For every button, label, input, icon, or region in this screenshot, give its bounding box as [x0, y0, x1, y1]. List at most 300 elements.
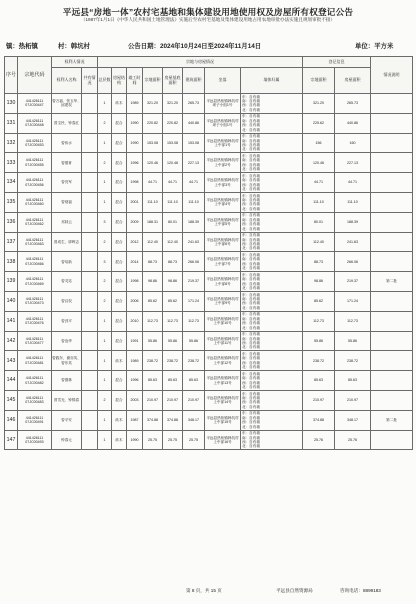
wall-ownership-line: 北：自有墙: [242, 424, 260, 429]
table-cell-code: 441426111 07JC00460: [18, 192, 52, 212]
col-base-area: 房屋基底面积: [163, 68, 183, 94]
table-cell-remark: [371, 232, 413, 252]
table-row: [5, 331, 413, 351]
wall-ownership-line: 北：自有墙: [242, 285, 260, 290]
table-cell-reg-house: 111.10: [335, 192, 371, 212]
table-cell-year: 2012: [127, 232, 143, 252]
table-cell-parcel-area: 120.46: [143, 153, 163, 173]
table-cell-base-area: 112.40: [163, 232, 183, 252]
table-cell-wall-ownership: [241, 311, 303, 331]
table-cell-location: 平远县热柘镇韩坑村上中部16号: [205, 430, 241, 450]
table-cell-parcel-area: 112.73: [143, 311, 163, 331]
table-cell-build-area: 238.72: [183, 351, 205, 371]
table-cell-remark: [371, 133, 413, 153]
table-cell-reg-house: 219.37: [335, 272, 371, 292]
table-cell-seq: 136: [5, 212, 18, 232]
table-cell-base-area: 80.01: [163, 212, 183, 232]
wall-ownership-line: 东：自有墙: [242, 411, 260, 416]
wall-ownership-line: 西：自有墙: [242, 202, 260, 207]
table-row: [5, 133, 413, 153]
table-cell-shared: [82, 94, 98, 114]
wall-ownership-line: 北：自有墙: [242, 186, 260, 191]
wall-ownership-line: 东：自有墙: [242, 391, 260, 396]
table-cell-structure: 混合: [112, 212, 127, 232]
table-cell-floors: 1: [98, 351, 112, 371]
table-cell-name: 曾灵祐: [52, 272, 82, 292]
page-footer: [0, 588, 416, 598]
table-cell-name: 曾德育: [52, 153, 82, 173]
table-cell-year: 1987: [127, 410, 143, 430]
table-cell-year: 2014: [127, 252, 143, 272]
table-cell-code: 441426111 07JC00455: [18, 153, 52, 173]
table-cell-year: 2009: [127, 212, 143, 232]
table-cell-reg-house: 210.97: [335, 390, 371, 410]
table-cell-parcel-area: 210.97: [143, 390, 163, 410]
table-cell-wall-ownership: [241, 430, 303, 450]
table-cell-seq: 135: [5, 192, 18, 212]
table-cell-floors: 2: [98, 291, 112, 311]
wall-ownership-line: 西：自有墙: [242, 142, 260, 147]
table-cell-reg-parcel: 120.46: [303, 153, 335, 173]
table-cell-location: 平远县热柘镇韩坑村上中部6号: [205, 232, 241, 252]
table-cell-reg-parcel: 88.73: [303, 252, 335, 272]
table-row: [5, 371, 413, 391]
table-cell-build-area: 188.39: [183, 212, 205, 232]
table-cell-reg-house: 241.63: [335, 232, 371, 252]
table-cell-code: 441426111 07JC00481: [18, 351, 52, 371]
table-cell-code: 441426111 07JC00477: [18, 331, 52, 351]
wall-ownership-line: 东：自有墙: [242, 252, 260, 257]
footer-phone: 咨询电话：8899183: [340, 588, 381, 593]
table-cell-remark: [371, 390, 413, 410]
wall-ownership-line: 东：自有墙: [242, 292, 260, 297]
table-cell-structure: 砖木: [112, 430, 127, 450]
col-parcel-area: 宗地面积: [143, 68, 163, 94]
wall-ownership-line: 西：自有墙: [242, 241, 260, 246]
table-cell-year: 1991: [127, 331, 143, 351]
table-cell-seq: 130: [5, 94, 18, 114]
col-reg-parcel: 宗地面积: [303, 68, 335, 94]
table-cell-floors: 1: [98, 371, 112, 391]
table-cell-name: 曾万福、张玉华、邱建权: [52, 94, 82, 114]
table-cell-code: 441426111 07JC00448: [18, 113, 52, 133]
wall-ownership-line: 南：自有墙: [242, 435, 260, 440]
table-cell-reg-house: 55.86: [335, 331, 371, 351]
table-cell-build-area: 348.17: [183, 410, 205, 430]
table-cell-location: 平远县热柘镇韩坑村上中部3号: [205, 173, 241, 193]
table-cell-shared: [82, 113, 98, 133]
table-cell-reg-parcel: 80.01: [303, 212, 335, 232]
wall-ownership-line: 西：自有墙: [242, 222, 260, 227]
table-cell-reg-parcel: 374.88: [303, 410, 335, 430]
table-cell-structure: 砖木: [112, 94, 127, 114]
table-cell-shared: [82, 410, 98, 430]
table-cell-shared: [82, 371, 98, 391]
table-cell-shared: [82, 133, 98, 153]
col-code: 宗地代码: [18, 57, 52, 94]
table-cell-year: 1990: [127, 430, 143, 450]
table-cell-structure: 混合: [112, 252, 127, 272]
table-cell-parcel-area: 188.31: [143, 212, 163, 232]
table-cell-wall-ownership: [241, 291, 303, 311]
table-cell-structure: 混合: [112, 272, 127, 292]
col-group-registration: 登记信息: [303, 57, 371, 68]
wall-ownership-line: 东：自有墙: [242, 213, 260, 218]
wall-ownership-line: 南：自有墙: [242, 356, 260, 361]
table-cell-parcel-area: 98.86: [143, 272, 163, 292]
table-cell-code: 441426111 07JC00456: [18, 173, 52, 193]
table-cell-location: 平远县热柘镇韩坑村上中部14号: [205, 390, 241, 410]
table-cell-code: 441426111 07JC00476: [18, 311, 52, 331]
table-cell-shared: [82, 212, 98, 232]
table-cell-location: 平远县热柘镇韩坑村上中部9号: [205, 291, 241, 311]
table-row: [5, 390, 413, 410]
wall-ownership-line: 东：自有墙: [242, 233, 260, 238]
table-cell-seq: 141: [5, 311, 18, 331]
table-row: [5, 232, 413, 252]
table-row: [5, 94, 413, 114]
table-cell-code: 441426111 07JC00483: [18, 390, 52, 410]
col-build-area: 建筑面积: [183, 68, 205, 94]
table-cell-build-area: 153.08: [183, 133, 205, 153]
table-cell-seq: 133: [5, 153, 18, 173]
table-cell-seq: 143: [5, 351, 18, 371]
col-structure: 房屋结构: [112, 68, 127, 94]
table-cell-reg-house: 238.72: [335, 351, 371, 371]
table-cell-reg-house: 112.73: [335, 311, 371, 331]
table-cell-reg-parcel: 55.86: [303, 331, 335, 351]
wall-ownership-line: 南：自有墙: [242, 138, 260, 143]
table-cell-remark: [371, 173, 413, 193]
table-cell-structure: 混合: [112, 173, 127, 193]
table-cell-parcel-area: 25.75: [143, 430, 163, 450]
table-cell-wall-ownership: [241, 272, 303, 292]
table-cell-build-area: 219.37: [183, 272, 205, 292]
wall-ownership-line: 北：自有墙: [242, 167, 260, 172]
table-cell-year: 1998: [127, 173, 143, 193]
col-name: 权利人名称: [52, 68, 82, 94]
table-cell-structure: 混合: [112, 291, 127, 311]
table-cell-remark: [371, 94, 413, 114]
table-cell-structure: 混合: [112, 390, 127, 410]
table-cell-code: 441426111 07JC00463: [18, 232, 52, 252]
table-row: [5, 153, 413, 173]
table-cell-reg-house: 44.71: [335, 173, 371, 193]
wall-ownership-line: 北：自有墙: [242, 365, 260, 370]
table-cell-year: 1996: [127, 371, 143, 391]
table-cell-parcel-area: 88.73: [143, 252, 163, 272]
table-cell-floors: 3: [98, 252, 112, 272]
table-cell-wall-ownership: [241, 192, 303, 212]
table-cell-remark: [371, 192, 413, 212]
table-cell-seq: 140: [5, 291, 18, 311]
table-cell-parcel-area: 112.40: [143, 232, 163, 252]
table-cell-build-area: 111.10: [183, 192, 205, 212]
table-cell-year: 2006: [127, 291, 143, 311]
table-cell-name: 曾雪光、钟锦春: [52, 390, 82, 410]
col-illegal: 情况说明: [371, 57, 413, 94]
wall-ownership-line: 西：自有墙: [242, 182, 260, 187]
table-cell-seq: 137: [5, 232, 18, 252]
table-cell-code: 441426111 07JC00469: [18, 272, 52, 292]
wall-ownership-line: 西：自有墙: [242, 439, 260, 444]
wall-ownership-line: 西：自有墙: [242, 420, 260, 425]
table-cell-reg-house: 265.73: [335, 94, 371, 114]
table-cell-name: 曾亮军: [52, 173, 82, 193]
table-cell-code: 441426111 07JC00491: [18, 410, 52, 430]
table-cell-reg-house: 227.13: [335, 153, 371, 173]
meta-bar: [0, 41, 416, 53]
table-cell-reg-parcel: 98.86: [303, 272, 335, 292]
table-cell-code: 441426111 07JC00466: [18, 252, 52, 272]
table-cell-code: 441426111 07JC00453: [18, 133, 52, 153]
wall-ownership-line: 北：自有墙: [242, 246, 260, 251]
table-cell-reg-parcel: 112.40: [303, 232, 335, 252]
table-cell-year: 2010: [127, 311, 143, 331]
table-cell-year: 1990: [127, 113, 143, 133]
table-cell-code: 441426111 07JC00482: [18, 371, 52, 391]
table-cell-structure: 混合: [112, 133, 127, 153]
table-cell-floors: 2: [98, 113, 112, 133]
table-cell-build-area: 440.86: [183, 113, 205, 133]
table-cell-build-area: 210.97: [183, 390, 205, 410]
table-cell-shared: [82, 232, 98, 252]
wall-ownership-line: 南：自有墙: [242, 395, 260, 400]
wall-ownership-line: 西：自有墙: [242, 123, 260, 128]
table-cell-base-area: 111.10: [163, 192, 183, 212]
table-cell-structure: 混合: [112, 371, 127, 391]
meta-village: 村：韩坑村: [58, 43, 90, 50]
table-cell-base-area: 220.82: [163, 113, 183, 133]
table-cell-base-area: 25.75: [163, 430, 183, 450]
wall-ownership-line: 西：自有墙: [242, 360, 260, 365]
footer-org: 平远县自然资源局: [276, 588, 313, 593]
registration-table: [4, 56, 413, 450]
table-cell-shared: [82, 311, 98, 331]
table-row: [5, 430, 413, 450]
table-row: [5, 113, 413, 133]
table-cell-location: 平远县热柘镇韩坑村上中部11号: [205, 331, 241, 351]
wall-ownership-line: 北：自有墙: [242, 404, 260, 409]
table-row: [5, 252, 413, 272]
wall-ownership-line: 南：自有墙: [242, 98, 260, 103]
wall-ownership-line: 东：自有墙: [242, 351, 260, 356]
table-cell-floors: 2: [98, 232, 112, 252]
table-cell-reg-parcel: 112.73: [303, 311, 335, 331]
table-cell-location: 平远县热柘镇韩坑村坝子小组1号: [205, 113, 241, 133]
wall-ownership-line: 西：自有墙: [242, 261, 260, 266]
wall-ownership-line: 南：自有墙: [242, 316, 260, 321]
table-cell-base-area: 153.08: [163, 133, 183, 153]
table-cell-wall-ownership: [241, 94, 303, 114]
table-cell-parcel-area: 85.63: [143, 371, 163, 391]
wall-ownership-line: 西：自有墙: [242, 162, 260, 167]
wall-ownership-line: 南：自有墙: [242, 296, 260, 301]
table-cell-wall-ownership: [241, 371, 303, 391]
wall-ownership-line: 东：自有墙: [242, 153, 260, 158]
table-cell-remark: [371, 351, 413, 371]
wall-ownership-line: 北：自有墙: [242, 444, 260, 449]
table-cell-wall-ownership: [241, 173, 303, 193]
table-cell-reg-parcel: 321.20: [303, 94, 335, 114]
table-body: [5, 94, 413, 450]
table-cell-structure: 混合: [112, 153, 127, 173]
table-cell-wall-ownership: [241, 153, 303, 173]
table-cell-seq: 144: [5, 371, 18, 391]
wall-ownership-line: 西：自有墙: [242, 400, 260, 405]
footer-page-number: 第 8 页，共 15 页: [186, 588, 222, 593]
table-cell-remark: [371, 291, 413, 311]
wall-ownership-line: 西：自有墙: [242, 321, 260, 326]
table-row: [5, 173, 413, 193]
table-cell-seq: 138: [5, 252, 18, 272]
table-cell-floors: 2: [98, 153, 112, 173]
wall-ownership-line: 北：自有墙: [242, 305, 260, 310]
table-cell-seq: 146: [5, 410, 18, 430]
wall-ownership-line: 西：自有墙: [242, 281, 260, 286]
table-cell-year: 1989: [127, 94, 143, 114]
table-cell-structure: 混合: [112, 331, 127, 351]
table-cell-floors: 1: [98, 94, 112, 114]
table-cell-reg-parcel: 85.62: [303, 291, 335, 311]
col-floors: 总层数: [98, 68, 112, 94]
wall-ownership-line: 南：自有墙: [242, 237, 260, 242]
table-cell-location: 平远县热柘镇韩坑村上中部2号: [205, 153, 241, 173]
col-group-rights: 权利人情况: [52, 57, 98, 68]
table-cell-name: 曾培新: [52, 252, 82, 272]
table-cell-structure: 混合: [112, 113, 127, 133]
table-cell-base-area: 120.46: [163, 153, 183, 173]
table-cell-floors: 1: [98, 311, 112, 331]
table-cell-structure: 混合: [112, 311, 127, 331]
table-cell-parcel-area: 321.20: [143, 94, 163, 114]
table-cell-seq: 145: [5, 390, 18, 410]
table-cell-base-area: 44.71: [163, 173, 183, 193]
table-cell-name: 钟春元: [52, 430, 82, 450]
table-cell-reg-house: 25.76: [335, 430, 371, 450]
table-cell-name: 曾财福: [52, 192, 82, 212]
table-cell-shared: [82, 390, 98, 410]
table-cell-build-area: 265.73: [183, 94, 205, 114]
wall-ownership-line: 东：自有墙: [242, 272, 260, 277]
table-cell-wall-ownership: [241, 331, 303, 351]
table-row: [5, 351, 413, 371]
wall-ownership-line: 北：自有墙: [242, 266, 260, 271]
table-cell-structure: 混合: [112, 232, 127, 252]
table-cell-reg-house: 266.06: [335, 252, 371, 272]
table-cell-shared: [82, 351, 98, 371]
table-cell-remark: [371, 212, 413, 232]
table-cell-floors: 1: [98, 331, 112, 351]
wall-ownership-line: 北：自有墙: [242, 226, 260, 231]
table-cell-year: 2001: [127, 192, 143, 212]
table-cell-reg-parcel: 225.62: [303, 113, 335, 133]
table-cell-parcel-area: 374.88: [143, 410, 163, 430]
table-cell-wall-ownership: [241, 252, 303, 272]
wall-ownership-line: 东：自有墙: [242, 193, 260, 198]
table-cell-location: 平远县热柘镇韩坑村上中部15号: [205, 410, 241, 430]
table-cell-seq: 132: [5, 133, 18, 153]
table-cell-build-area: 227.13: [183, 153, 205, 173]
table-cell-remark: 第二批: [371, 410, 413, 430]
table-cell-base-area: 85.62: [163, 291, 183, 311]
wall-ownership-line: 西：自有墙: [242, 340, 260, 345]
table-cell-remark: [371, 153, 413, 173]
table-cell-shared: [82, 173, 98, 193]
table-cell-build-area: 85.63: [183, 371, 205, 391]
table-cell-name: 邓妹云: [52, 212, 82, 232]
table-cell-remark: [371, 113, 413, 133]
table-cell-parcel-area: 220.82: [143, 113, 163, 133]
table-cell-shared: [82, 291, 98, 311]
table-cell-seq: 139: [5, 272, 18, 292]
meta-period: 公告日期：2024年10月24日至2024年11月14日: [128, 43, 262, 50]
meta-unit: 单位：平方米: [355, 43, 394, 50]
table-cell-build-area: 25.75: [183, 430, 205, 450]
table-cell-shared: [82, 272, 98, 292]
wall-ownership-line: 南：自有墙: [242, 277, 260, 282]
table-cell-name: 曾沧华: [52, 331, 82, 351]
table-cell-reg-house: 188.39: [335, 212, 371, 232]
table-cell-name: 曾践东、谢亦英、曾东英: [52, 351, 82, 371]
table-cell-shared: [82, 252, 98, 272]
table-cell-reg-parcel: 156: [303, 133, 335, 153]
table-cell-parcel-area: 55.86: [143, 331, 163, 351]
page-subtitle: （1987年1月1日《中华人民共和国土地管理法》实施后至农村宅基地及集体建设用地占用农地审批办法实施且规划审批不接）: [80, 17, 336, 22]
table-cell-name: 曾劲平: [52, 311, 82, 331]
table-cell-wall-ownership: [241, 212, 303, 232]
table-cell-location: 平远县热柘镇韩坑村上中部12号: [205, 351, 241, 371]
table-cell-year: 1990: [127, 133, 143, 153]
table-cell-shared: [82, 331, 98, 351]
table-cell-base-area: 210.97: [163, 390, 183, 410]
table-cell-base-area: 85.63: [163, 371, 183, 391]
table-cell-wall-ownership: [241, 232, 303, 252]
wall-ownership-line: 东：自有墙: [242, 114, 260, 119]
table-cell-floors: 1: [98, 430, 112, 450]
table-cell-build-area: 44.71: [183, 173, 205, 193]
wall-ownership-line: 东：自有墙: [242, 94, 260, 99]
table-cell-build-area: 55.86: [183, 331, 205, 351]
table-cell-remark: [371, 430, 413, 450]
table-cell-base-area: 238.72: [163, 351, 183, 371]
table-row: [5, 272, 413, 292]
page-title: 平远县“房地一体”农村宅基地和集体建设用地使用权及房屋所有权登记公告: [62, 7, 354, 17]
table-cell-structure: 砖木: [112, 351, 127, 371]
wall-ownership-line: 东：自有墙: [242, 332, 260, 337]
wall-ownership-line: 南：自有墙: [242, 197, 260, 202]
meta-town: 镇：热柘镇: [6, 43, 38, 50]
table-cell-parcel-area: 85.62: [143, 291, 163, 311]
wall-ownership-line: 西：自有墙: [242, 380, 260, 385]
table-cell-structure: 砖木: [112, 410, 127, 430]
table-cell-parcel-area: 44.71: [143, 173, 163, 193]
table-cell-location: 平远县热柘镇韩坑村上中部7号: [205, 252, 241, 272]
table-cell-reg-house: 160: [335, 133, 371, 153]
table-cell-parcel-area: 111.10: [143, 192, 163, 212]
table-cell-seq: 147: [5, 430, 18, 450]
table-cell-code: 441426111 07JC00447: [18, 94, 52, 114]
table-cell-reg-parcel: 25.76: [303, 430, 335, 450]
table-row: [5, 192, 413, 212]
wall-ownership-line: 北：自有墙: [242, 206, 260, 211]
table-cell-reg-parcel: 238.72: [303, 351, 335, 371]
table-cell-parcel-area: 153.08: [143, 133, 163, 153]
table-cell-parcel-area: 238.72: [143, 351, 163, 371]
table-cell-name: 曾成生、廖晖志: [52, 232, 82, 252]
wall-ownership-line: 南：自有墙: [242, 257, 260, 262]
table-cell-build-area: 241.63: [183, 232, 205, 252]
